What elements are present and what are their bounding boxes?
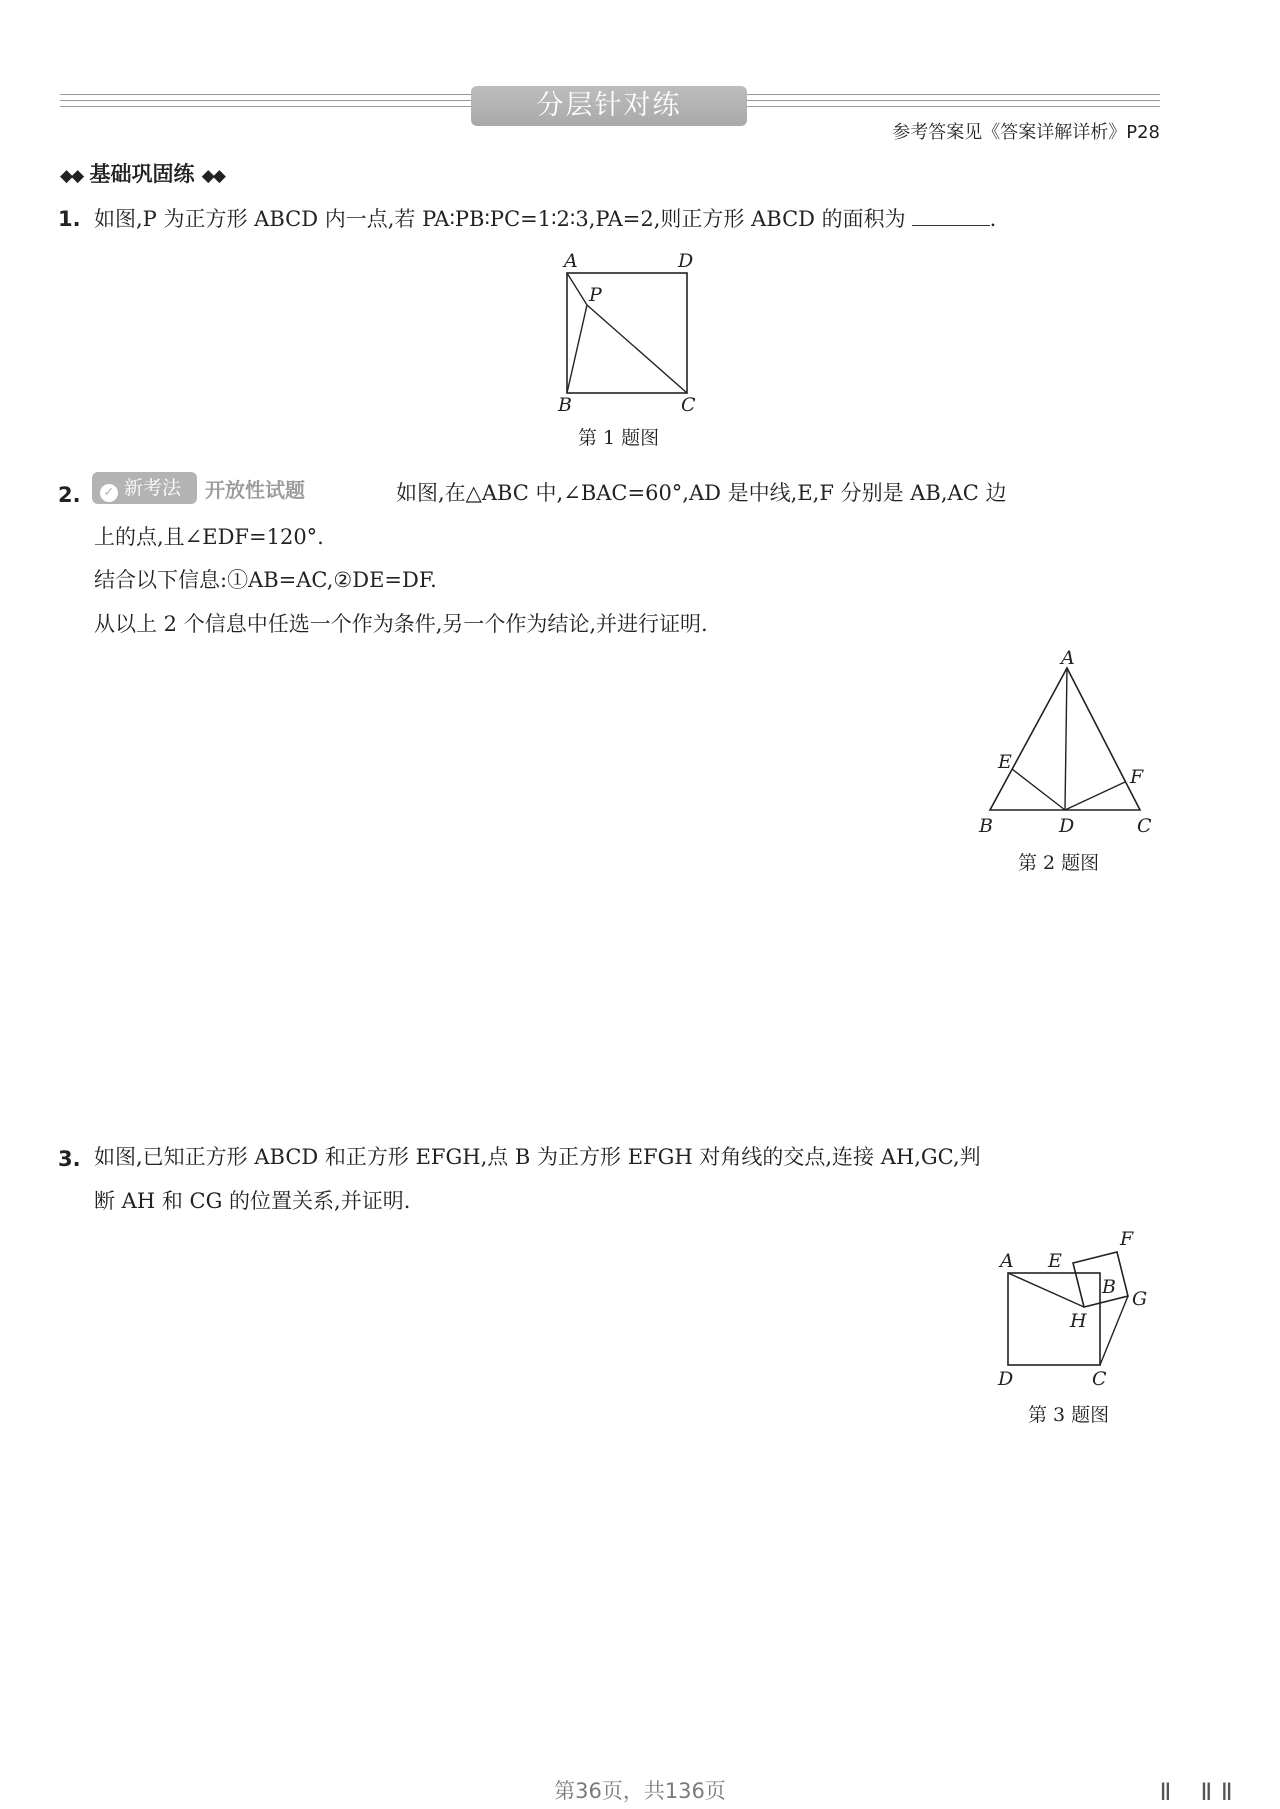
segment-ah: [1008, 1273, 1084, 1307]
label-p: P: [589, 284, 602, 306]
question-1-number: 1.: [58, 207, 81, 231]
question-2-line-4: 从以上 2 个信息中任选一个作为条件,另一个作为结论,并进行证明.: [94, 612, 708, 636]
question-2-line-3: 结合以下信息:①AB=AC,②DE=DF.: [94, 568, 437, 592]
label-a: A: [564, 250, 578, 272]
question-1-text: [94, 204, 996, 234]
question-1-end: .: [989, 207, 997, 231]
segment-pa: [567, 273, 587, 305]
segment-pc: [587, 305, 687, 393]
section-title: 基础巩固练: [89, 162, 195, 186]
label-h: H: [1070, 1310, 1087, 1332]
answer-reference: 参考答案见《答案详解详析》P28: [892, 122, 1160, 143]
new-method-label: 新考法: [124, 477, 182, 499]
label-g: G: [1132, 1288, 1148, 1310]
segment-df: [1065, 782, 1125, 810]
label-d: D: [1059, 815, 1075, 837]
label-c: C: [1092, 1368, 1107, 1390]
question-1-stem: 如图,P 为正方形 ABCD 内一点,若 PA∶PB∶PC=1∶2∶3,PA=2,则正方形 ABCD 的面积为: [94, 207, 906, 231]
answer-blank[interactable]: [912, 205, 990, 226]
figure-2-caption: 第 2 题图: [1018, 852, 1100, 874]
figure-2-triangle: [975, 650, 1155, 840]
diamond-left-icon: ◆◆: [60, 166, 83, 186]
label-e: E: [1048, 1250, 1062, 1272]
diamond-right-icon: ◆◆: [201, 166, 224, 186]
label-b: B: [1102, 1276, 1116, 1298]
question-type-label: 开放性试题: [205, 477, 306, 502]
section-heading: [60, 158, 224, 188]
scan-edge-marks: ǁ ǁǁ: [1158, 1778, 1240, 1806]
square-abcd: [567, 273, 687, 393]
question-2-number: 2.: [58, 483, 81, 507]
question-2-line-1: 如图,在△ABC 中,∠BAC=60°,AD 是中线,E,F 分别是 AB,AC 边: [396, 481, 1007, 505]
question-3-line-2: 断 AH 和 CG 的位置关系,并证明.: [94, 1189, 411, 1213]
segment-ed: [1012, 769, 1065, 810]
label-b: B: [558, 394, 572, 415]
median-ad: [1065, 668, 1067, 810]
bulb-icon: ✓: [100, 484, 118, 502]
figure-1-caption: 第 1 题图: [578, 427, 660, 449]
label-a: A: [1061, 650, 1075, 669]
label-d: D: [998, 1368, 1014, 1390]
figure-3-caption: 第 3 题图: [1028, 1404, 1110, 1426]
label-c: C: [681, 394, 696, 415]
label-c: C: [1137, 815, 1152, 837]
figure-3-squares: [990, 1225, 1170, 1395]
question-3-number: 3.: [58, 1147, 81, 1171]
label-f: F: [1120, 1228, 1134, 1250]
figure-1-square: [555, 245, 715, 415]
label-f: F: [1130, 766, 1144, 788]
label-b: B: [979, 815, 993, 837]
label-a: A: [1000, 1250, 1014, 1272]
segment-gc: [1100, 1296, 1128, 1365]
label-e: E: [998, 751, 1012, 773]
question-3-line-1: 如图,已知正方形 ABCD 和正方形 EFGH,点 B 为正方形 EFGH 对角线的交点,连接 AH,GC,判: [94, 1145, 981, 1169]
new-method-badge: [92, 472, 197, 504]
question-2-tag: [92, 472, 305, 506]
label-d: D: [678, 250, 694, 272]
question-2-line-2: 上的点,且∠EDF=120°.: [94, 525, 324, 549]
segment-pb: [567, 305, 587, 393]
section-banner: 分层针对练: [471, 86, 747, 126]
page-indicator: 第36页，共136页: [554, 1779, 726, 1803]
